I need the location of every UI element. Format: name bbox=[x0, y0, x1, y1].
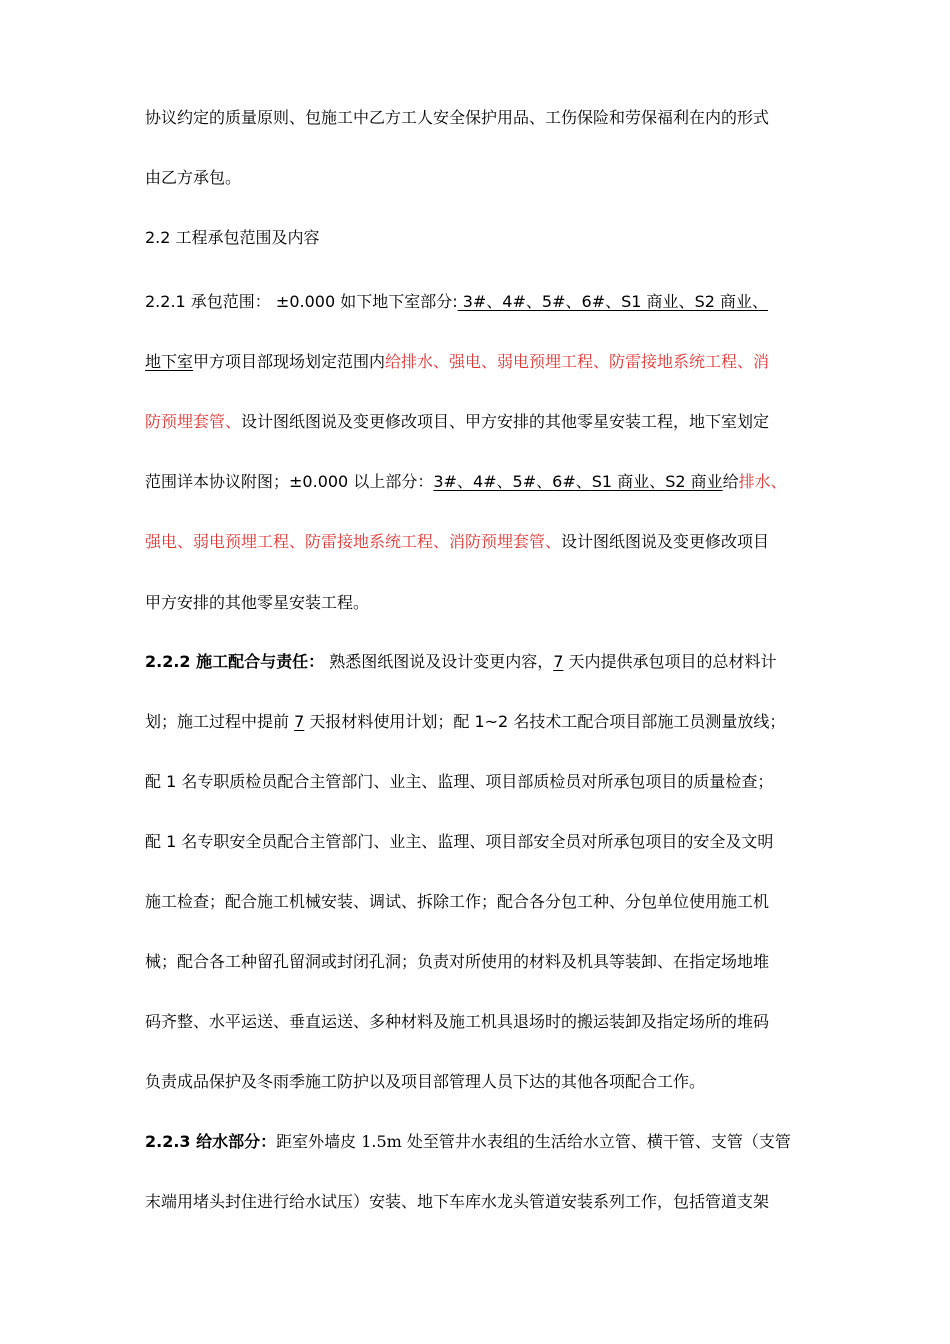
text-segment: 如下地下室部分 bbox=[335, 292, 453, 311]
text-line bbox=[145, 472, 825, 492]
underlined-text: 商业、 bbox=[714, 292, 768, 311]
underlined-text: 6# bbox=[552, 472, 576, 491]
text-segment: 配 bbox=[145, 772, 167, 791]
text-line bbox=[145, 593, 825, 613]
highlighted-text: 给排水、强电、弱电预埋工程、防雷接地系统工程、消 bbox=[385, 352, 770, 371]
text-line bbox=[145, 1072, 825, 1092]
text-segment: 码齐整、水平运送、垂直运送、多种材料及施工机具退场时的搬运装卸及指定场所的堆码 bbox=[145, 1012, 770, 1031]
text-segment: 范围详本协议附图； bbox=[145, 472, 290, 491]
text-line bbox=[145, 292, 825, 312]
text-segment: : bbox=[452, 292, 458, 311]
text-segment: 名专职质检员配合主管部门、业主、监理、项目部质检员对所承包项目的质量检查； bbox=[176, 772, 774, 791]
underlined-text: 4# bbox=[472, 472, 497, 491]
text-line bbox=[145, 712, 825, 732]
underlined-text: 、 bbox=[456, 472, 473, 491]
underlined-text: S2 bbox=[694, 292, 715, 311]
text-line bbox=[145, 1192, 825, 1212]
underlined-text: 商业 bbox=[685, 472, 723, 491]
underlined-text: 、 bbox=[496, 472, 513, 491]
underlined-text: 、 bbox=[575, 472, 592, 491]
underlined-text: 6# bbox=[581, 292, 606, 311]
text-segment: 名技术工配合项目部施工员测量放线； bbox=[508, 712, 786, 731]
text-segment: 天报材料使用计划；配 bbox=[304, 712, 475, 731]
underlined-text: 商业、 bbox=[612, 472, 666, 491]
underlined-text: 、 bbox=[536, 472, 553, 491]
text-line bbox=[145, 832, 825, 852]
highlighted-text: 防预埋套管、 bbox=[145, 412, 242, 431]
text-line bbox=[145, 108, 825, 128]
underlined-text: 4# bbox=[502, 292, 526, 311]
text-segment: 施工检查；配合施工机械安装、调试、拆除工作；配合各分包工种、分包单位使用施工机 bbox=[145, 892, 770, 911]
text-line bbox=[145, 652, 825, 672]
underlined-text: 7 bbox=[553, 652, 564, 671]
text-segment: 名专职安全员配合主管部门、业主、监理、项目部安全员对所承包项目的安全及文明 bbox=[176, 832, 774, 851]
underlined-text: 5# bbox=[541, 292, 566, 311]
underlined-text: S2 bbox=[665, 472, 686, 491]
text-segment: 负责成品保护及冬雨季施工防护以及项目部管理人员下达的其他各项配合工作。 bbox=[145, 1072, 706, 1091]
text-line bbox=[145, 532, 825, 552]
text-segment: 协议约定的质量原则、包施工中乙方工人安全保护用品、工伤保险和劳保福利在内的形式 bbox=[145, 108, 770, 127]
text-line bbox=[145, 952, 825, 972]
underlined-text: 7 bbox=[294, 712, 305, 731]
text-segment: 承包范围： bbox=[185, 292, 276, 311]
text-segment: 工程承包范围及内容 bbox=[170, 228, 320, 247]
text-segment: 甲方项目部现场划定范围内 bbox=[193, 352, 386, 371]
text-segment: 天内提供承包项目的总材料计 bbox=[563, 652, 777, 671]
text-segment: 2.2.1 bbox=[145, 292, 186, 311]
text-line bbox=[145, 772, 825, 792]
text-segment: 1~2 bbox=[474, 712, 509, 731]
text-segment: 2.2.3 bbox=[145, 1132, 191, 1151]
text-line bbox=[145, 352, 825, 372]
underlined-text: 、 bbox=[525, 292, 542, 311]
text-segment: 以上部分： bbox=[348, 472, 434, 491]
underlined-text: 、 bbox=[486, 292, 503, 311]
text-line bbox=[145, 1012, 825, 1032]
text-line bbox=[145, 228, 825, 248]
underlined-text: 3# bbox=[457, 292, 487, 311]
text-segment: 施工配合与责任： bbox=[190, 652, 325, 671]
text-segment: 划；施工过程中提前 bbox=[145, 712, 295, 731]
text-segment: 械；配合各工种留孔留洞或封闭孔洞；负责对所使用的材料及机具等装卸、在指定场地堆 bbox=[145, 952, 770, 971]
text-segment: 熟悉图纸图说及设计变更内容， bbox=[324, 652, 554, 671]
underlined-text: 、 bbox=[605, 292, 622, 311]
underlined-text: 商业、 bbox=[641, 292, 695, 311]
underlined-text: S1 bbox=[621, 292, 642, 311]
text-segment: ±0.000 bbox=[275, 292, 336, 311]
text-line bbox=[145, 168, 825, 188]
underlined-text: 、 bbox=[565, 292, 582, 311]
text-segment: 2.2.2 bbox=[145, 652, 191, 671]
text-segment: 2.2 bbox=[145, 228, 171, 247]
text-segment: 1 bbox=[166, 832, 177, 851]
highlighted-text: 强电、弱电预埋工程、防雷接地系统工程、消防预埋套管、 bbox=[145, 532, 562, 551]
text-segment: 设计图纸图说及变更修改项目 bbox=[561, 532, 770, 551]
underlined-text: 地下室 bbox=[145, 352, 194, 371]
underlined-text: S1 bbox=[591, 472, 613, 491]
text-line bbox=[145, 1132, 825, 1152]
text-line bbox=[145, 892, 825, 912]
text-segment: 设计图纸图说及变更修改项目、甲方安排的其他零星安装工程，地下室划定 bbox=[241, 412, 770, 431]
text-segment: 1 bbox=[166, 772, 177, 791]
highlighted-text: 排水、 bbox=[738, 472, 787, 491]
text-segment: 给水部分： bbox=[190, 1132, 277, 1151]
text-segment: 距室外墙皮 1.5m 处至管井水表组的生活给水立管、横干管、支管（支管 bbox=[276, 1132, 791, 1151]
underlined-text: 3# bbox=[433, 472, 457, 491]
text-line bbox=[145, 412, 825, 432]
text-segment: ±0.000 bbox=[289, 472, 349, 491]
text-segment: 末端用堵头封住进行给水试压）安装、地下车库水龙头管道安装系列工作，包括管道支架 bbox=[145, 1192, 770, 1211]
text-segment: 给 bbox=[722, 472, 739, 491]
text-segment: 甲方安排的其他零星安装工程。 bbox=[145, 593, 370, 612]
underlined-text: 5# bbox=[512, 472, 537, 491]
text-segment: 由乙方承包。 bbox=[145, 168, 242, 187]
text-segment: 配 bbox=[145, 832, 167, 851]
